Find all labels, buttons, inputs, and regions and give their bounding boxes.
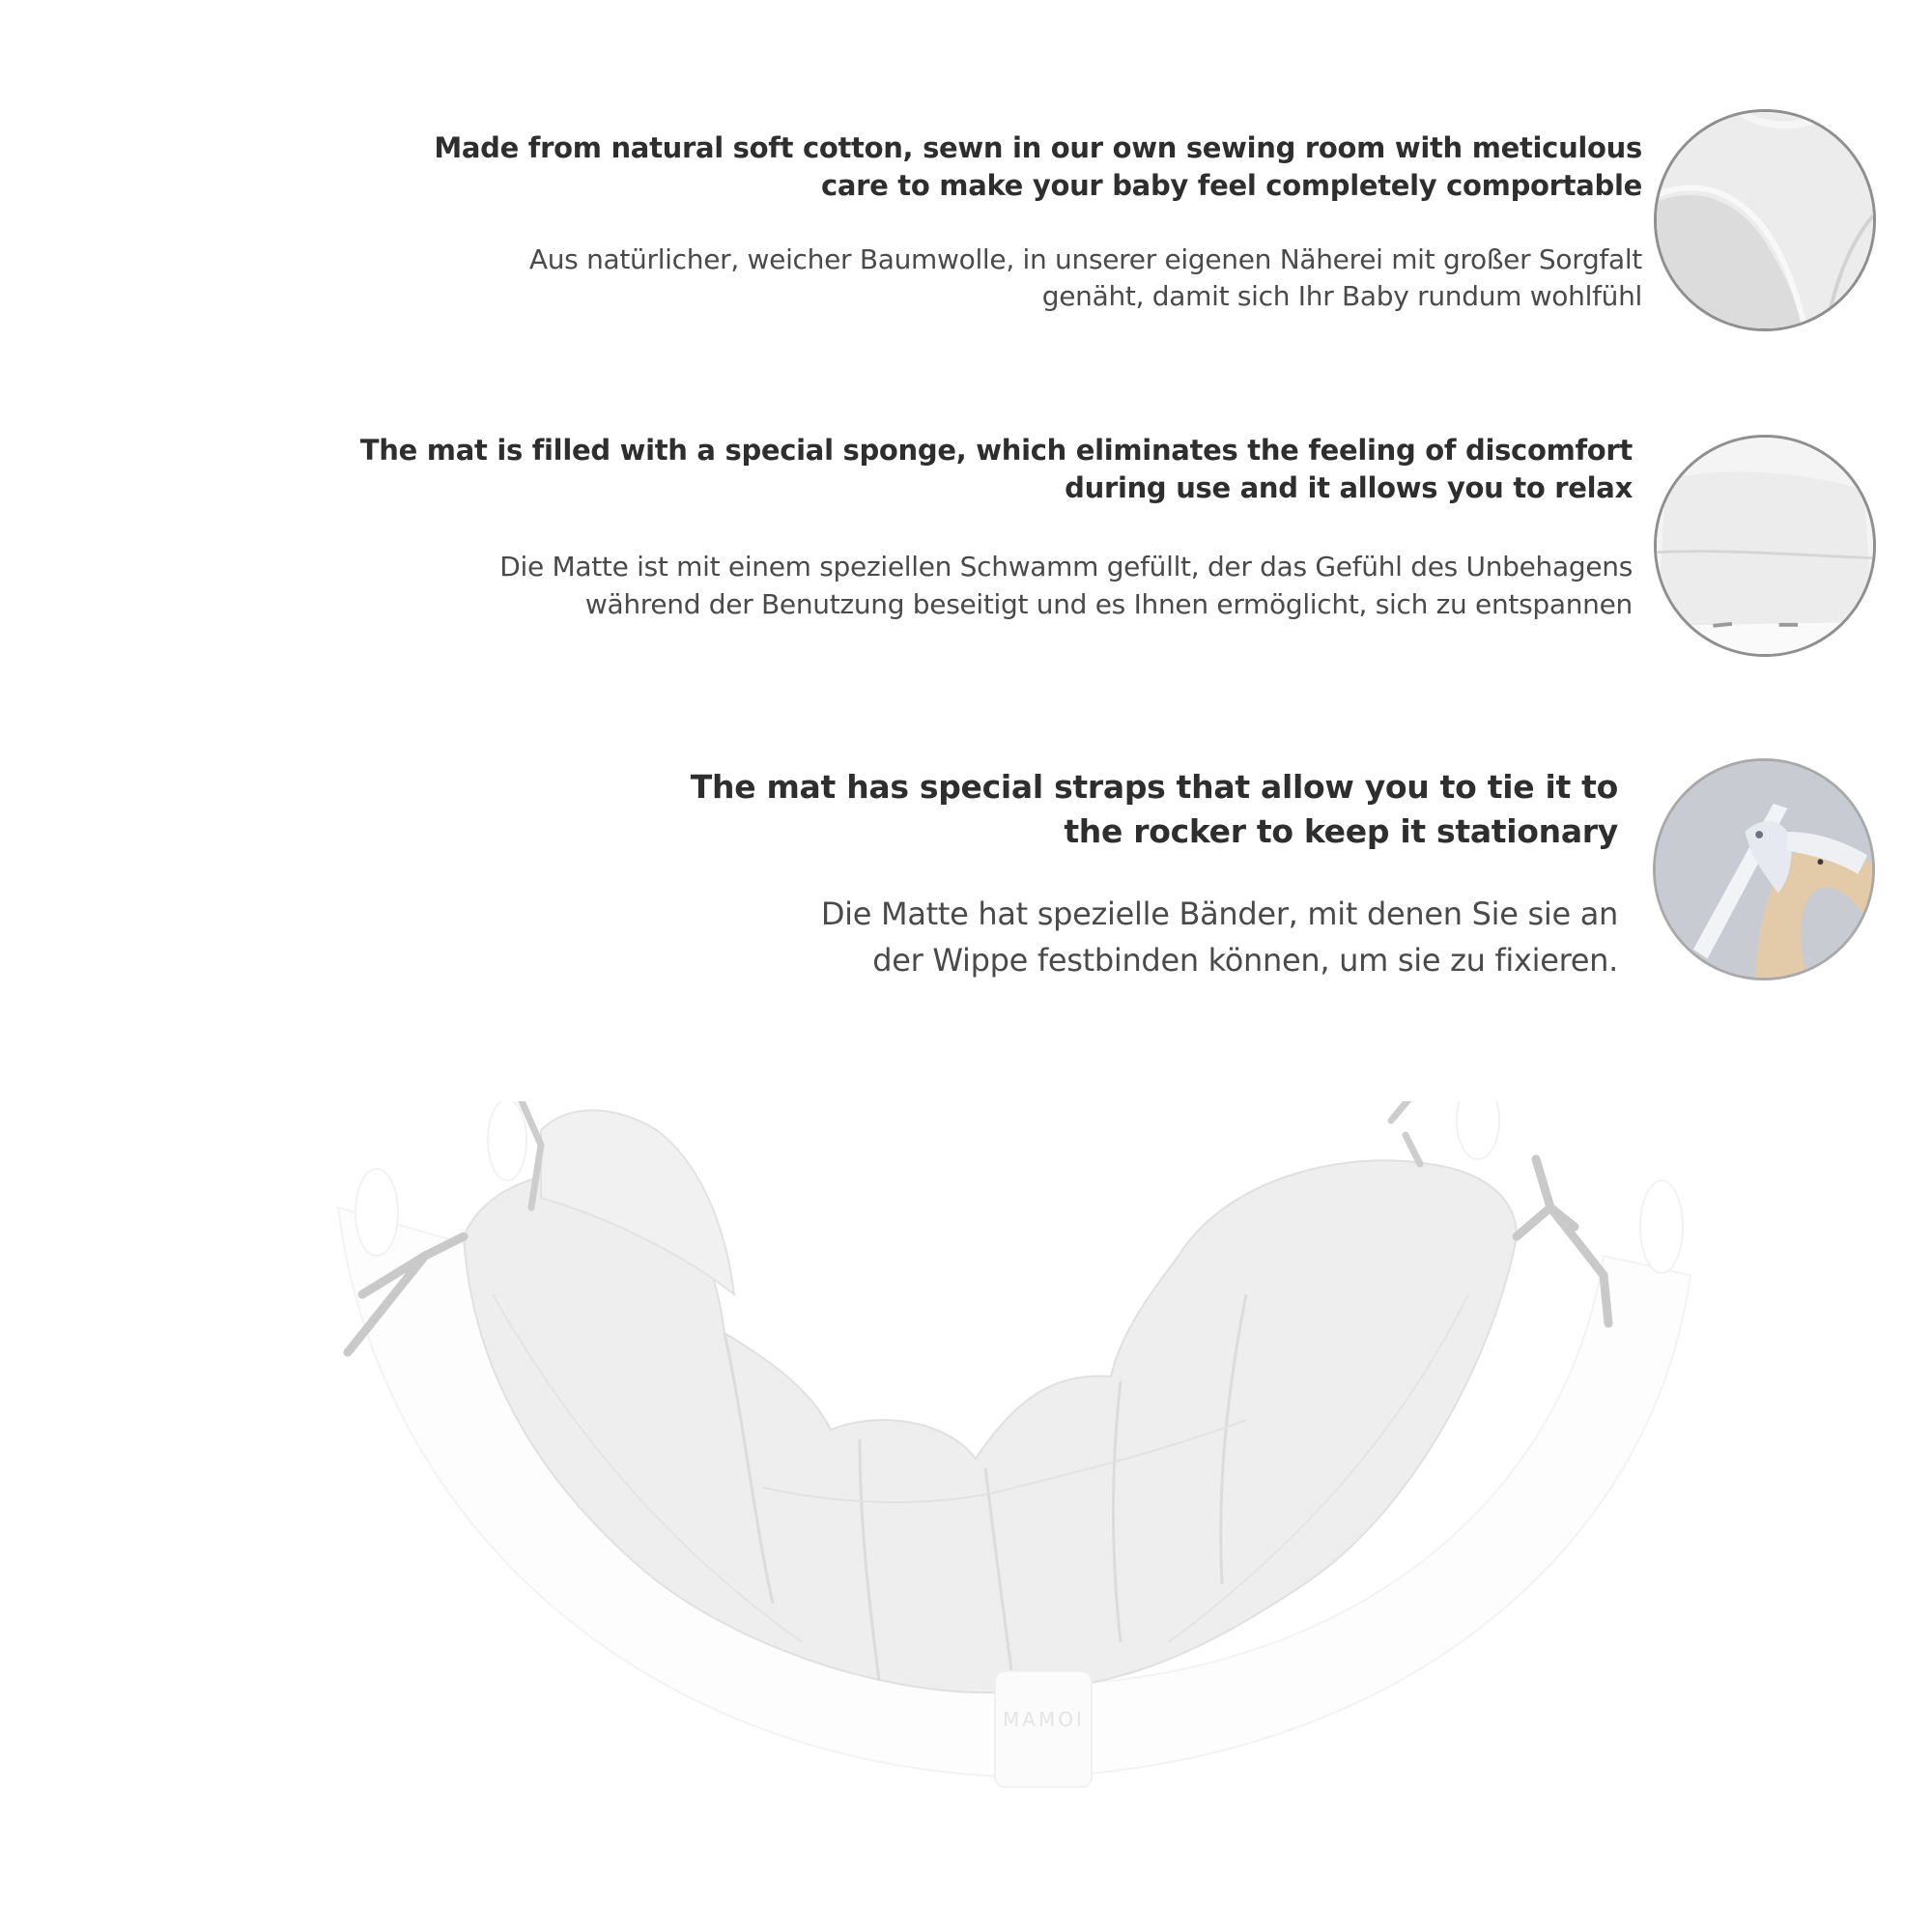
feature-text-de bbox=[434, 242, 1642, 315]
heading-line: The mat has special straps that allow you to tie it to bbox=[690, 768, 1618, 806]
heading-line: Made from natural soft cotton, sewn in our own sewing room with meticulous bbox=[434, 131, 1642, 164]
german-line: der Wippe festbinden können, um sie zu fixieren. bbox=[872, 942, 1618, 979]
strap-thumbnail-image bbox=[1653, 758, 1875, 980]
heading-line: care to make your baby feel completely comportable bbox=[820, 169, 1642, 202]
german-line: Aus natürlicher, weicher Baumwolle, in unserer eigenen Näherei mit großer Sorgfalt bbox=[528, 243, 1642, 275]
feature-heading-en bbox=[434, 129, 1642, 205]
german-line: genäht, damit sich Ihr Baby rundum wohlfühl bbox=[1041, 280, 1642, 312]
heading-line: during use and it allows you to relax bbox=[1065, 471, 1633, 504]
sponge-thumbnail-image bbox=[1654, 435, 1876, 657]
feature-straps bbox=[691, 765, 1618, 983]
feature-heading-en bbox=[691, 765, 1618, 854]
strap-tie-icon bbox=[1656, 761, 1872, 978]
fabric-closeup-icon bbox=[1657, 112, 1873, 328]
feature-heading-en bbox=[360, 432, 1633, 507]
heading-line: the rocker to keep it stationary bbox=[1064, 812, 1618, 850]
feature-text-de bbox=[691, 891, 1618, 983]
heading-line: The mat is filled with a special sponge, which eliminates the feeling of discomfort bbox=[359, 434, 1633, 467]
brand-logo: MAMOI bbox=[1003, 1708, 1085, 1731]
feature-cotton bbox=[434, 129, 1642, 315]
german-line: Die Matte ist mit einem speziellen Schwamm gefüllt, der das Gefühl des Unbehagens bbox=[499, 551, 1633, 582]
cushion-closeup-icon bbox=[1657, 438, 1873, 654]
feature-text-de bbox=[360, 548, 1633, 623]
german-line: während der Benutzung beseitigt und es Ihnen ermöglicht, sich zu entspannen bbox=[584, 588, 1633, 620]
feature-sponge bbox=[360, 432, 1633, 623]
cotton-thumbnail-image bbox=[1654, 109, 1876, 331]
german-line: Die Matte hat spezielle Bänder, mit denen Sie sie an bbox=[820, 895, 1618, 932]
